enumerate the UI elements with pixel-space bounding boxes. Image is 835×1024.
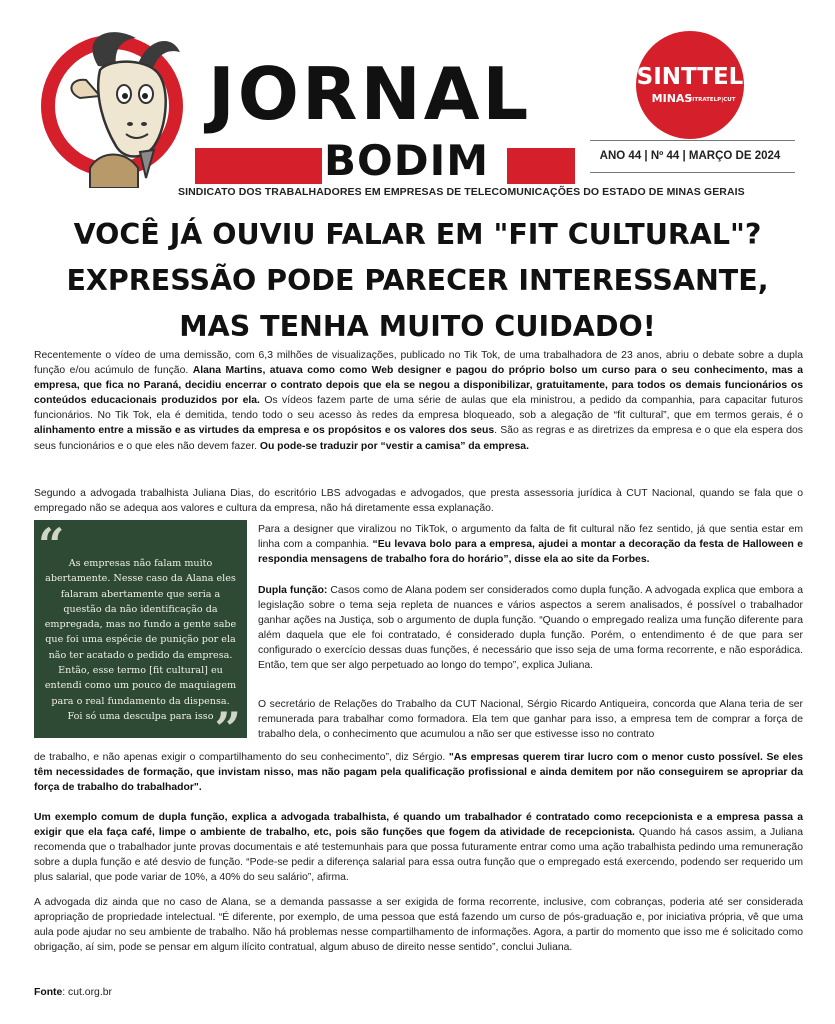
article-paragraph-6 — [34, 810, 803, 885]
headline-line-1: VOCÊ JÁ OUVIU FALAR EM "FIT CULTURAL"? — [73, 218, 762, 251]
article-source — [34, 985, 803, 1000]
p1-text-3: . São as regras e as diretrizes da empresa e o que ela espera dos seus funcionários e o que eles não devem fazer. — [34, 425, 803, 452]
masthead-title-bodim: BODIM — [324, 136, 490, 185]
masthead-title-jornal: JORNAL — [208, 52, 532, 136]
article-paragraph-1 — [34, 348, 803, 454]
article-paragraph-5-continued — [34, 750, 803, 795]
article-paragraph-7: A advogada diz ainda que no caso de Alana, se a demanda passasse a ser exigida de forma recorrente, inclusive, com cobranças, poderia até ser considerada apropriação de propriedade intelectual. “É diferente, por exemplo, de uma pessoa que está fazendo um curso de pós-graduação e, por iniciativa própria, vê que uma aula pode ajudar no seu ambiente de trabalho. Não há problemas nesse compartilhamento de informações. Agora, a partir do momento que isso me é solicitado como obrigação, aí sim, pode se pensar em algum ilícito contratual, algum abuso de direito nesse sentido”, conclui Juliana. — [34, 897, 803, 954]
article-paragraph-4 — [258, 583, 803, 674]
p1-text: Recentemente o vídeo de uma demissão, com 6,3 milhões de visualizações, publicado no Tik Tok, de uma trabalhadora de 23 anos, abriu o debate sobre a dupla função e/ou acúmulo de função. — [34, 350, 803, 377]
sinttel-minas-logo — [635, 30, 745, 140]
headline-line-2: EXPRESSÃO PODE PARECER INTERESSANTE, — [66, 264, 769, 297]
close-quote-icon: ” — [214, 702, 241, 756]
p4-text: Casos como de Alana podem ser considerados como dupla função. A advogada explica que embora a legislação sobre o tema seja repleta de nuances e vários aspectos a serem analisados, é possível o trabalhador ganhar ações na Justiça, sob o argumento de dupla função. “Quando o empregado realiza uma função diferente para além daquela que ele foi contratado, é considerado dupla função. Porém, o entendimento é de que para ser configurado o exercício dessas duas funções, é necessário que isso seja de uma forma recorrente, e não esporádica. Então, tem que ser algo perpetuado ao longo do tempo”, explica Juliana. — [258, 585, 803, 672]
headline-line-3: MAS TENHA MUITO CUIDADO! — [179, 310, 656, 343]
p3-bold: “Eu levava bolo para a empresa, ajudei a montar a decoração da festa de Halloween e respondia mensagens de trabalho fora do horário”, disse ela ao site da Forbes. — [258, 539, 803, 566]
p1-bold: Alana Martins, atuava como como Web designer e pagou do próprio bolso um curso para o seu conhecimento, mas a empresa, que fica no Paraná, decidiu encerrar o contrato depois que ela se negou a disponibilizar, gratuitamente, para todos os demais funcionários os conteúdos educacionais produzidos por ela. — [34, 365, 803, 407]
p1-bold-3: Ou pode-se traduzir por “vestir a camisa” da empresa. — [259, 440, 529, 452]
open-quote-icon: “ — [38, 518, 65, 572]
pull-quote — [34, 518, 247, 756]
goat-mascot-icon — [40, 18, 200, 188]
article-paragraph-3 — [258, 522, 803, 567]
p5-bold: "As empresas querem tirar lucro com o menor custo possível. Se eles têm necessidades de formação, que invistam nisso, mas não pagam pela qualificação profissional e ainda demitem por não conseguirem se apropriar da força de trabalho do trabalhador". — [34, 752, 803, 794]
p6-bold: Um exemplo comum de dupla função, explica a advogada trabalhista, é quando um trabalhador é contratado como recepcionista e a empresa passa a exigir que ela faça café, limpe o ambiente de trabalho, etc, pois são funções que fogem da atividade de recepcionista. — [34, 812, 803, 839]
article-paragraph-5: O secretário de Relações do Trabalho da CUT Nacional, Sérgio Ricardo Antiqueira, concorda que Alana teria de ser remunerada para trabalhar como formadora. Ela tem que ganhar para isso, a empresa tem de comprar a força de trabalho dela, o conhecimento que acumulou a não ser que estivesse isso no contrato — [258, 699, 803, 741]
p3-text: Para a designer que viralizou no TikTok, o argumento da falta de fit cultural não fez sentido, já que sentia estar em linha com a companhia. — [258, 524, 803, 551]
logo-text-sinttel: SINTTEL — [636, 64, 744, 90]
edition-rule-bottom — [590, 172, 795, 173]
p1-bold-2: alinhamento entre a missão e as virtudes da empresa e os propósitos e os valores dos seus — [34, 425, 495, 437]
p4-lead: Dupla função: — [258, 585, 328, 596]
pull-quote-text: As empresas não falam muito abertamente. Nesse caso da Alana eles falaram abertamente que seria a questão da não identificação da empregada, mas no fundo a gente sabe que foi uma espécie de punição por ela não ter acatado o pedido da empresa. Então, esse termo [fit cultural] eu entendi como um pouco de maquiagem para o real fundamento da dispensa. Foi só uma desculpa para isso — [44, 558, 237, 722]
article-paragraph-2: Segundo a advogada trabalhista Juliana Dias, do escritório LBS advogadas e advogados, que presta assessoria jurídica à CUT Nacional, quando se fala que o empregado não se adequa aos valores e cultura da empresa, não há diretamente essa explanação. — [34, 488, 803, 515]
p1-text-2: Os vídeos fazem parte de uma série de aulas que ela ministrou, a pedido da companhia, para capacitar futuros funcionários. No Tik Tok, ela é demitida, tendo todo o seu acesso às redes da empresa bloqueado, sob a alegação de “fit cultural”, que em termos gerais, é o — [34, 395, 803, 422]
headline — [20, 212, 815, 350]
p6-text: Quando há casos assim, a Juliana recomenda que o trabalhador junte provas documentais e até testemunhais para que possa futuramente entrar como uma ação trabalhista pedindo uma remuneração sobre a dupla função e até desvio de função. “Pode-se pedir a diferença salarial para essa outra função que o empregado está exercendo, podendo ser requerido um plus salarial, que pode variar de 10%, a 40% do seu salário”, afirma. — [34, 827, 803, 884]
source-value: : cut.org.br — [62, 987, 112, 998]
edition-rule-top — [590, 140, 795, 141]
edition-info: ANO 44 | Nº 44 | MARÇO DE 2024 — [599, 150, 781, 162]
masthead-subtitle: SINDICATO DOS TRABALHADORES EM EMPRESAS DE TELECOMUNICAÇÕES DO ESTADO DE MINAS GERAIS — [178, 186, 745, 198]
p5-text: de trabalho, e não apenas exigir o compartilhamento do seu conhecimento”, diz Sérgio. — [34, 752, 449, 763]
logo-text-fitratelp: FITRATELP|CUT — [688, 97, 736, 103]
source-label: Fonte — [34, 987, 63, 998]
logo-text-minas: MINAS — [651, 92, 693, 105]
masthead — [0, 0, 835, 200]
